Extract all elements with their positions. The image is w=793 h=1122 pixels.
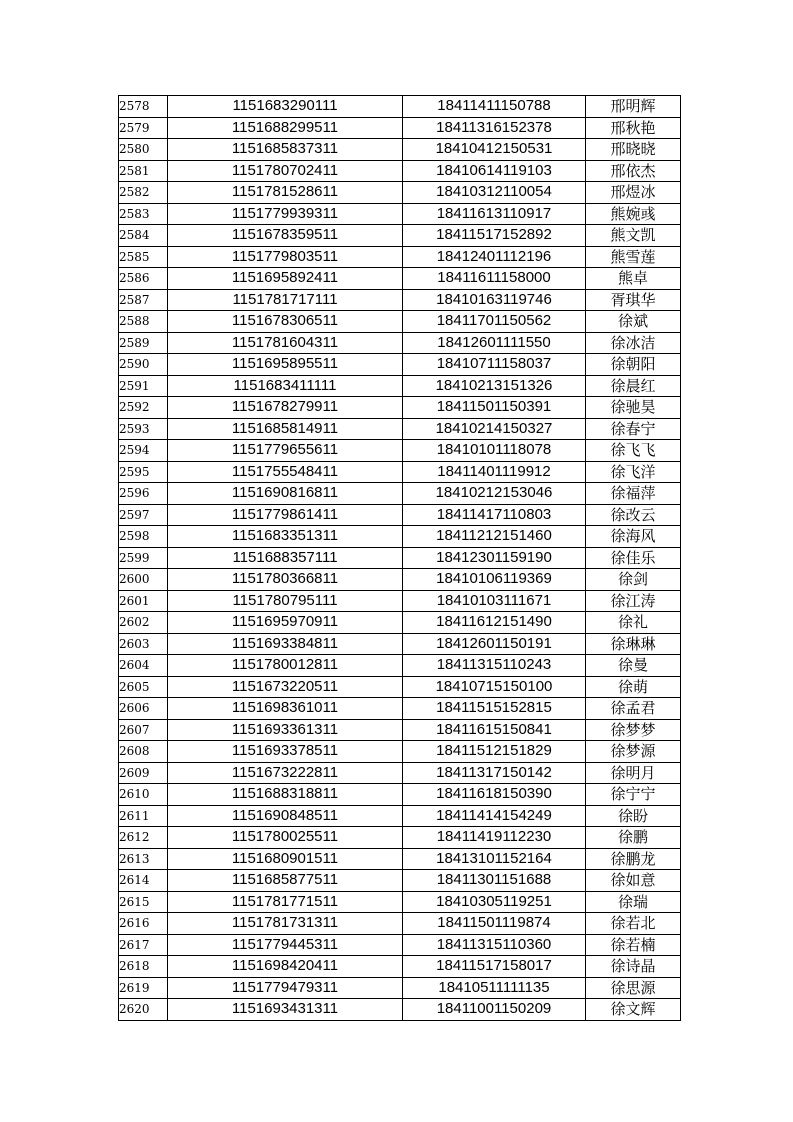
name-cell: 邢依杰 <box>586 160 681 182</box>
table-row <box>119 547 681 569</box>
exam-number-cell: 18411315110360 <box>403 934 586 956</box>
table-row <box>119 698 681 720</box>
id-number-cell: 1151690848511 <box>168 805 403 827</box>
table-row <box>119 891 681 913</box>
id-number-cell: 1151693431311 <box>168 999 403 1021</box>
table-row <box>119 526 681 548</box>
id-number-cell: 1151678279911 <box>168 397 403 419</box>
exam-number-cell: 18411414154249 <box>403 805 586 827</box>
table-row <box>119 375 681 397</box>
id-number-cell: 1151683411111 <box>168 375 403 397</box>
id-number-cell: 1151678359511 <box>168 225 403 247</box>
id-number-cell: 1151780012811 <box>168 655 403 677</box>
table-row <box>119 977 681 999</box>
table-row <box>119 246 681 268</box>
table-row <box>119 848 681 870</box>
id-number-cell: 1151680901511 <box>168 848 403 870</box>
row-number-cell: 2602 <box>119 612 168 634</box>
name-cell: 徐剑 <box>586 569 681 591</box>
name-cell: 邢秋艳 <box>586 117 681 139</box>
name-cell: 邢晓晓 <box>586 139 681 161</box>
exam-number-cell: 18412401112196 <box>403 246 586 268</box>
name-cell: 徐佳乐 <box>586 547 681 569</box>
row-number-cell: 2603 <box>119 633 168 655</box>
table-row <box>119 440 681 462</box>
id-number-cell: 1151693361311 <box>168 719 403 741</box>
name-cell: 熊文凯 <box>586 225 681 247</box>
exam-number-cell: 18410511111135 <box>403 977 586 999</box>
table-row <box>119 96 681 118</box>
table-row <box>119 999 681 1021</box>
id-number-cell: 1151690816811 <box>168 483 403 505</box>
row-number-cell: 2614 <box>119 870 168 892</box>
id-number-cell: 1151673220511 <box>168 676 403 698</box>
row-number-cell: 2581 <box>119 160 168 182</box>
id-number-cell: 1151779479311 <box>168 977 403 999</box>
id-number-cell: 1151755548411 <box>168 461 403 483</box>
name-cell: 徐思源 <box>586 977 681 999</box>
name-cell: 徐孟君 <box>586 698 681 720</box>
exam-number-cell: 18411301151688 <box>403 870 586 892</box>
exam-number-cell: 18410103111671 <box>403 590 586 612</box>
table-row <box>119 504 681 526</box>
id-number-cell: 1151780795111 <box>168 590 403 612</box>
id-number-cell: 1151683351311 <box>168 526 403 548</box>
row-number-cell: 2609 <box>119 762 168 784</box>
name-cell: 徐斌 <box>586 311 681 333</box>
exam-number-cell: 18411315110243 <box>403 655 586 677</box>
exam-number-cell: 18410214150327 <box>403 418 586 440</box>
exam-number-cell: 18411401119912 <box>403 461 586 483</box>
name-cell: 徐晨红 <box>586 375 681 397</box>
table-row <box>119 676 681 698</box>
row-number-cell: 2586 <box>119 268 168 290</box>
name-cell: 熊卓 <box>586 268 681 290</box>
table-row <box>119 354 681 376</box>
exam-number-cell: 18410101118078 <box>403 440 586 462</box>
id-number-cell: 1151698361011 <box>168 698 403 720</box>
row-number-cell: 2589 <box>119 332 168 354</box>
id-number-cell: 1151698420411 <box>168 956 403 978</box>
row-number-cell: 2591 <box>119 375 168 397</box>
exam-number-cell: 18411411150788 <box>403 96 586 118</box>
id-number-cell: 1151683290111 <box>168 96 403 118</box>
id-number-cell: 1151779445311 <box>168 934 403 956</box>
id-number-cell: 1151780025511 <box>168 827 403 849</box>
exam-number-cell: 18411517152892 <box>403 225 586 247</box>
id-number-cell: 1151673222811 <box>168 762 403 784</box>
id-number-cell: 1151678306511 <box>168 311 403 333</box>
table-row <box>119 203 681 225</box>
exam-number-cell: 18411317150142 <box>403 762 586 784</box>
exam-number-cell: 18410412150531 <box>403 139 586 161</box>
name-cell: 邢明辉 <box>586 96 681 118</box>
id-number-cell: 1151779803511 <box>168 246 403 268</box>
row-number-cell: 2588 <box>119 311 168 333</box>
id-number-cell: 1151695892411 <box>168 268 403 290</box>
exam-number-cell: 18410711158037 <box>403 354 586 376</box>
exam-number-cell: 18411515152815 <box>403 698 586 720</box>
name-cell: 徐若北 <box>586 913 681 935</box>
name-cell: 徐鹏龙 <box>586 848 681 870</box>
row-number-cell: 2578 <box>119 96 168 118</box>
exam-number-cell: 18410305119251 <box>403 891 586 913</box>
exam-number-cell: 18410163119746 <box>403 289 586 311</box>
name-cell: 徐宁宁 <box>586 784 681 806</box>
exam-number-cell: 18411417110803 <box>403 504 586 526</box>
table-row <box>119 311 681 333</box>
id-number-cell: 1151779939311 <box>168 203 403 225</box>
row-number-cell: 2587 <box>119 289 168 311</box>
roster-table <box>118 95 681 1021</box>
exam-number-cell: 18411613110917 <box>403 203 586 225</box>
name-cell: 徐改云 <box>586 504 681 526</box>
exam-number-cell: 18411611158000 <box>403 268 586 290</box>
table-row <box>119 397 681 419</box>
row-number-cell: 2604 <box>119 655 168 677</box>
id-number-cell: 1151685877511 <box>168 870 403 892</box>
row-number-cell: 2619 <box>119 977 168 999</box>
id-number-cell: 1151780366811 <box>168 569 403 591</box>
row-number-cell: 2620 <box>119 999 168 1021</box>
exam-number-cell: 18411612151490 <box>403 612 586 634</box>
name-cell: 徐瑞 <box>586 891 681 913</box>
table-row <box>119 569 681 591</box>
id-number-cell: 1151688357111 <box>168 547 403 569</box>
name-cell: 徐若楠 <box>586 934 681 956</box>
name-cell: 徐琳琳 <box>586 633 681 655</box>
row-number-cell: 2611 <box>119 805 168 827</box>
row-number-cell: 2601 <box>119 590 168 612</box>
table-row <box>119 289 681 311</box>
name-cell: 徐梦源 <box>586 741 681 763</box>
id-number-cell: 1151688318811 <box>168 784 403 806</box>
row-number-cell: 2617 <box>119 934 168 956</box>
table-row <box>119 182 681 204</box>
row-number-cell: 2594 <box>119 440 168 462</box>
row-number-cell: 2606 <box>119 698 168 720</box>
id-number-cell: 1151685837311 <box>168 139 403 161</box>
id-number-cell: 1151781604311 <box>168 332 403 354</box>
table-row <box>119 870 681 892</box>
exam-number-cell: 18411001150209 <box>403 999 586 1021</box>
name-cell: 徐文辉 <box>586 999 681 1021</box>
exam-number-cell: 18411512151829 <box>403 741 586 763</box>
row-number-cell: 2597 <box>119 504 168 526</box>
name-cell: 徐春宁 <box>586 418 681 440</box>
exam-number-cell: 18411316152378 <box>403 117 586 139</box>
row-number-cell: 2608 <box>119 741 168 763</box>
table-row <box>119 418 681 440</box>
table-row <box>119 268 681 290</box>
name-cell: 徐冰洁 <box>586 332 681 354</box>
name-cell: 徐飞飞 <box>586 440 681 462</box>
table-row <box>119 117 681 139</box>
name-cell: 徐萌 <box>586 676 681 698</box>
table-row <box>119 913 681 935</box>
table-row <box>119 784 681 806</box>
name-cell: 徐礼 <box>586 612 681 634</box>
exam-number-cell: 18411212151460 <box>403 526 586 548</box>
exam-number-cell: 18412601111550 <box>403 332 586 354</box>
id-number-cell: 1151695895511 <box>168 354 403 376</box>
row-number-cell: 2590 <box>119 354 168 376</box>
name-cell: 徐如意 <box>586 870 681 892</box>
exam-number-cell: 18410106119369 <box>403 569 586 591</box>
exam-number-cell: 18411517158017 <box>403 956 586 978</box>
row-number-cell: 2598 <box>119 526 168 548</box>
table-row <box>119 827 681 849</box>
id-number-cell: 1151781771511 <box>168 891 403 913</box>
table-row <box>119 332 681 354</box>
table-row <box>119 225 681 247</box>
row-number-cell: 2605 <box>119 676 168 698</box>
row-number-cell: 2596 <box>119 483 168 505</box>
row-number-cell: 2618 <box>119 956 168 978</box>
name-cell: 徐海风 <box>586 526 681 548</box>
exam-number-cell: 18410715150100 <box>403 676 586 698</box>
exam-number-cell: 18411501119874 <box>403 913 586 935</box>
table-row <box>119 719 681 741</box>
table-row <box>119 483 681 505</box>
id-number-cell: 1151695970911 <box>168 612 403 634</box>
table-row <box>119 741 681 763</box>
name-cell: 熊婉彧 <box>586 203 681 225</box>
id-number-cell: 1151693378511 <box>168 741 403 763</box>
roster-table-body <box>119 96 681 1021</box>
exam-number-cell: 18411701150562 <box>403 311 586 333</box>
row-number-cell: 2616 <box>119 913 168 935</box>
exam-number-cell: 18410213151326 <box>403 375 586 397</box>
exam-number-cell: 18412301159190 <box>403 547 586 569</box>
id-number-cell: 1151779861411 <box>168 504 403 526</box>
id-number-cell: 1151780702411 <box>168 160 403 182</box>
name-cell: 徐诗晶 <box>586 956 681 978</box>
table-row <box>119 612 681 634</box>
row-number-cell: 2612 <box>119 827 168 849</box>
id-number-cell: 1151685814911 <box>168 418 403 440</box>
row-number-cell: 2592 <box>119 397 168 419</box>
row-number-cell: 2600 <box>119 569 168 591</box>
row-number-cell: 2615 <box>119 891 168 913</box>
name-cell: 徐明月 <box>586 762 681 784</box>
name-cell: 徐曼 <box>586 655 681 677</box>
name-cell: 徐福萍 <box>586 483 681 505</box>
id-number-cell: 1151693384811 <box>168 633 403 655</box>
row-number-cell: 2610 <box>119 784 168 806</box>
exam-number-cell: 18410312110054 <box>403 182 586 204</box>
id-number-cell: 1151781731311 <box>168 913 403 935</box>
table-row <box>119 633 681 655</box>
id-number-cell: 1151781528611 <box>168 182 403 204</box>
exam-number-cell: 18411501150391 <box>403 397 586 419</box>
table-row <box>119 762 681 784</box>
name-cell: 徐梦梦 <box>586 719 681 741</box>
table-row <box>119 805 681 827</box>
table-row <box>119 461 681 483</box>
exam-number-cell: 18411615150841 <box>403 719 586 741</box>
name-cell: 熊雪莲 <box>586 246 681 268</box>
name-cell: 胥琪华 <box>586 289 681 311</box>
table-row <box>119 160 681 182</box>
row-number-cell: 2607 <box>119 719 168 741</box>
table-row <box>119 655 681 677</box>
exam-number-cell: 18410614119103 <box>403 160 586 182</box>
table-row <box>119 590 681 612</box>
row-number-cell: 2613 <box>119 848 168 870</box>
row-number-cell: 2585 <box>119 246 168 268</box>
exam-number-cell: 18413101152164 <box>403 848 586 870</box>
name-cell: 徐盼 <box>586 805 681 827</box>
id-number-cell: 1151781717111 <box>168 289 403 311</box>
row-number-cell: 2599 <box>119 547 168 569</box>
row-number-cell: 2584 <box>119 225 168 247</box>
table-row <box>119 139 681 161</box>
name-cell: 徐朝阳 <box>586 354 681 376</box>
id-number-cell: 1151779655611 <box>168 440 403 462</box>
table-row <box>119 956 681 978</box>
row-number-cell: 2580 <box>119 139 168 161</box>
row-number-cell: 2593 <box>119 418 168 440</box>
row-number-cell: 2582 <box>119 182 168 204</box>
name-cell: 徐驰昊 <box>586 397 681 419</box>
name-cell: 徐江涛 <box>586 590 681 612</box>
exam-number-cell: 18412601150191 <box>403 633 586 655</box>
row-number-cell: 2595 <box>119 461 168 483</box>
name-cell: 邢煜冰 <box>586 182 681 204</box>
exam-number-cell: 18411618150390 <box>403 784 586 806</box>
row-number-cell: 2579 <box>119 117 168 139</box>
exam-number-cell: 18411419112230 <box>403 827 586 849</box>
name-cell: 徐鹏 <box>586 827 681 849</box>
name-cell: 徐飞洋 <box>586 461 681 483</box>
row-number-cell: 2583 <box>119 203 168 225</box>
table-row <box>119 934 681 956</box>
exam-number-cell: 18410212153046 <box>403 483 586 505</box>
id-number-cell: 1151688299511 <box>168 117 403 139</box>
